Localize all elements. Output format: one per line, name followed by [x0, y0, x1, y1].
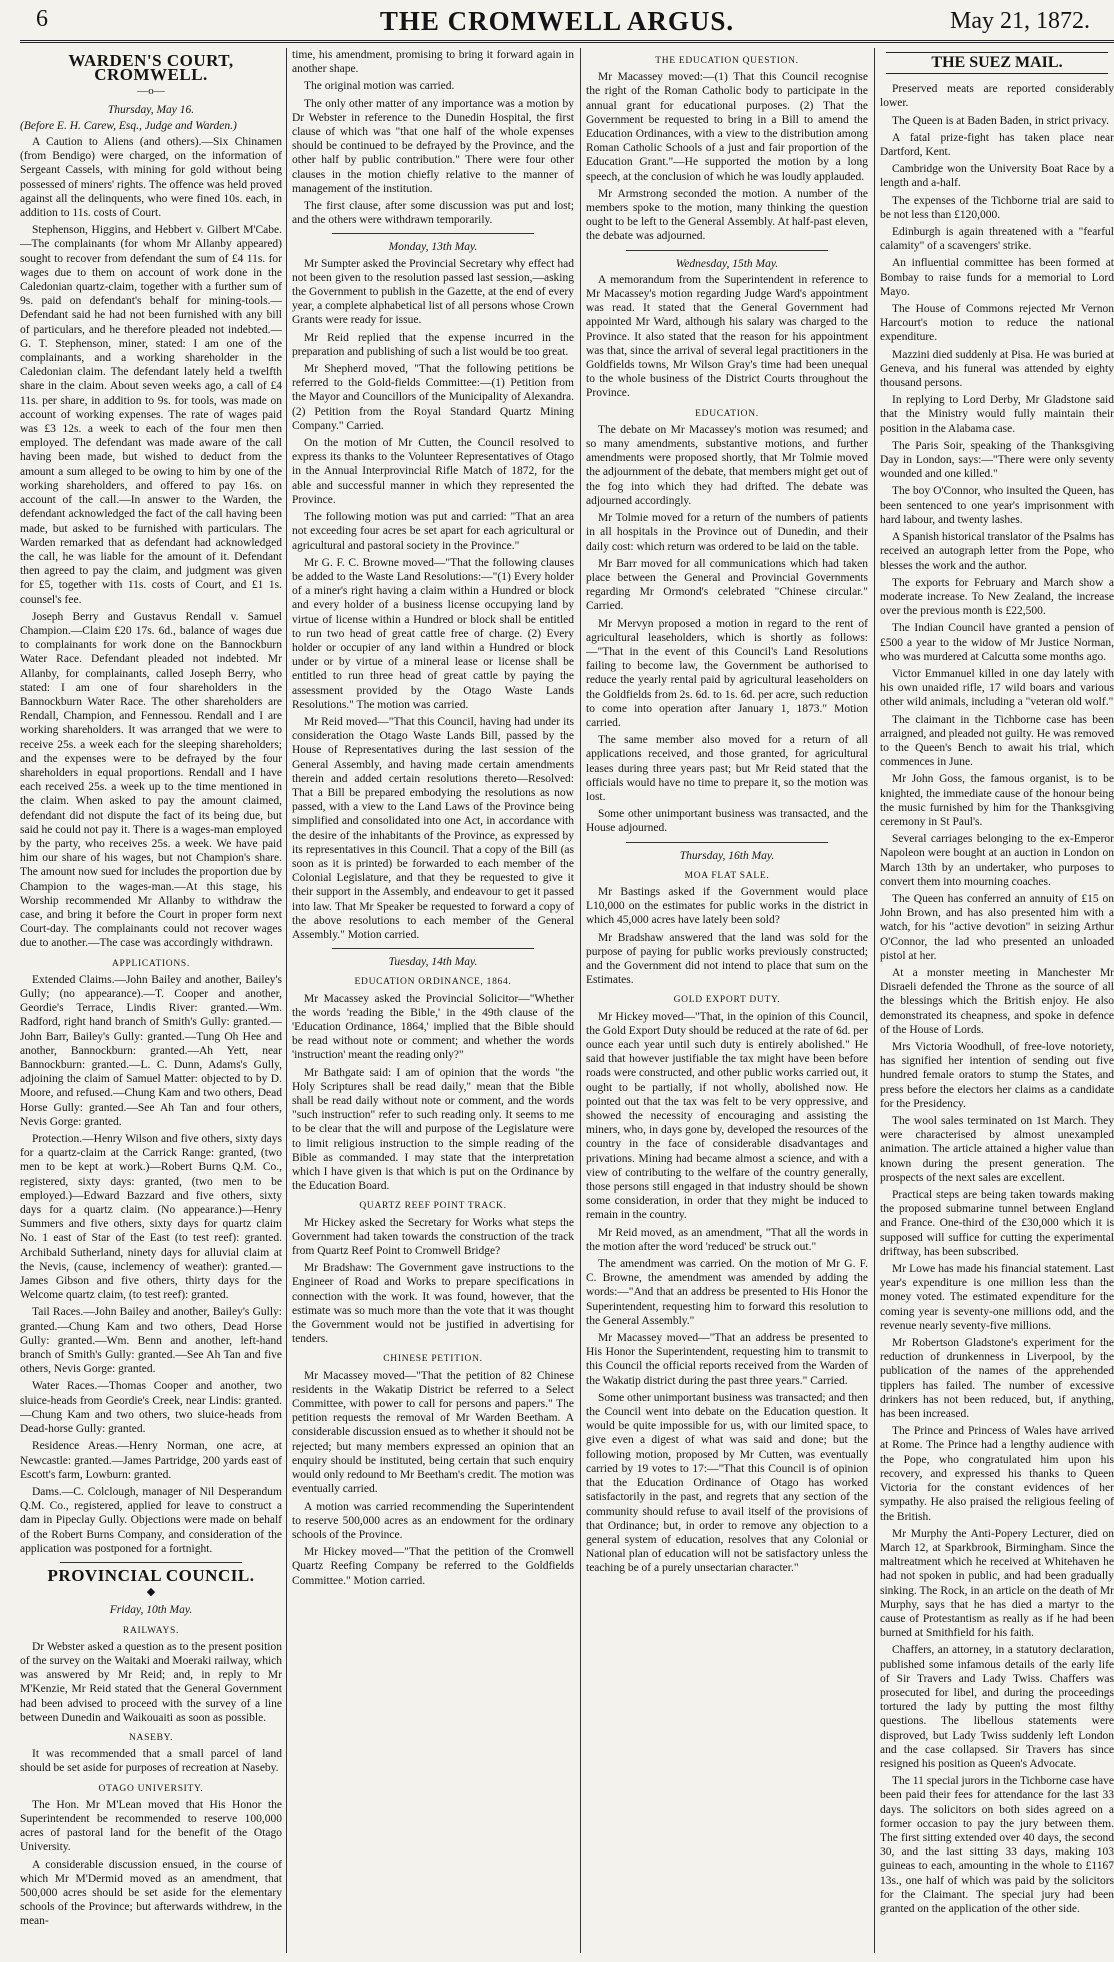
- paragraph: A considerable discussion ensued, in the course of which Mr M'Dermid moved as an amendment, that 500,000 acres should be set aside for the elementary schools of the Province; but afterwards withdrew, in the mean-: [20, 1858, 282, 1928]
- paragraph: A memorandum from the Superintendent in reference to Mr Macassey's motion regarding Judge Ward's appointment was read. It stated that the General Government had appointed Mr Ward, although his salary was charged to the Province. It also stated that the reason for his appointment was that, since the arrival of several legal practitioners in the Goldfields towns, Mr Wilson Gray's time had been unequal to the whole business of the District Courts throughout the Province.: [586, 273, 868, 400]
- section-heading: THE SUEZ MAIL.: [886, 52, 1108, 74]
- paragraph: Edinburgh is again threatened with a "fearful calamity" of a scavengers' strike.: [880, 226, 1114, 253]
- paragraph: The first clause, after some discussion was put and lost; and the others were withdrawn temporarily.: [292, 200, 574, 227]
- paragraph: Mr Bastings asked if the Government would place L10,000 on the estimates for public works in the district in which 45,000 acres have lately been sold?: [586, 885, 868, 927]
- subheading: GOLD EXPORT DUTY.: [673, 995, 781, 1006]
- paragraph: Mr Lowe has made his financial statement. Last year's expenditure is one million less than the money voted. The estimated expenditure for the coming year is seventy-one millions odd, and the revenue nearly seventy-five millions.: [880, 1263, 1114, 1332]
- paragraph: Several carriages belonging to the ex-Emperor Napoleon were bought at an auction in London on March 13th by an undertaker, who purposes to convert them into mourning coaches.: [880, 833, 1114, 888]
- paragraph: The 11 special jurors in the Tichborne case have been paid their fees for attendance for the last 33 days. The solicitors on both sides agreed on a former occasion to pay the jury between them. The first sitting extended over 40 days, the second 30, and the last sitting 33 days, making 103 guineas to each, amounting in the whole to £1167 13s., one half of which was paid by the solicitors for the Claimant. The special jury had been granted on the application of the other side.: [880, 1775, 1114, 1915]
- paragraph: The debate on Mr Macassey's motion was resumed; and so many amendments, substantive motions, and further amendments were proposed shortly, that Mr Tolmie moved the adjournment of the debate, that members might get out of the fog into which they had drifted. The debate was adjourned accordingly.: [586, 423, 868, 507]
- paragraph: Mrs Victoria Woodhull, of free-love notoriety, has signified her intention of sending out five hundred female orators to stump the States, and press before the electors her claims as a candidate for the Presidency.: [880, 1041, 1114, 1110]
- column-1: [20, 48, 282, 1953]
- dateline: Tuesday, 14th May.: [388, 956, 478, 969]
- subheading: THE EDUCATION QUESTION.: [655, 56, 799, 66]
- paragraph: Mr Barr moved for all communications which had taken place between the General and Provincial Governments regarding Mr Ormond's celebrated "Chinese circular." Carried.: [586, 557, 868, 613]
- subheading: NASEBY.: [128, 1732, 174, 1743]
- paragraph: Mr Hickey asked the Secretary for Works what steps the Government had taken towards the construction of the track from Quartz Reef Point to Cromwell Bridge?: [292, 1216, 574, 1258]
- paragraph: The claimant in the Tichborne case has been arraigned, and pleaded not guilty. He was removed to the Queen's Bench to await his trial, which commences in June.: [880, 713, 1114, 769]
- paragraph: The House of Commons rejected Mr Vernon Harcourt's motion to reduce the national expenditure.: [880, 303, 1114, 344]
- paragraph: At a monster meeting in Manchester Mr Disraeli defended the Throne as the source of all the blessings which the British enjoy. He also demonstrated its cheapness, and spoke in defence of the House of Lords.: [880, 966, 1114, 1036]
- column-2: [292, 48, 574, 1953]
- masthead: [0, 0, 1114, 40]
- paragraph: Mr Macassey moved—"That an address be presented to His Honor the Superintendent, requesting him to transmit to this Council the official reports received from the Warden of the Wakatip district during the past three years." Carried.: [586, 1332, 868, 1387]
- page-number: 6: [36, 6, 48, 32]
- paragraph: Some other unimportant business was transacted, and the House adjourned.: [586, 808, 868, 835]
- paragraph: Mr G. F. C. Browne moved—"That the following clauses be added to the Waste Land Resolutions:—"(1) Every holder of a miner's right having a claim within a Hundred or block and every holder of a business license occupying land by virtue of license within a Hundred or block shall be entitled to run two head of great cattle free of charge. (2) Every holder or occupier of any land within a Hundred or block under or by virtue of a mineral lease or license shall be entitled to run three head of great cattle by paying the assessment provided by the Otago Waste Lands Resolutions." The motion was carried.: [292, 556, 574, 711]
- paragraph: Mr Sumpter asked the Provincial Secretary why effect had not been given to the resolution passed last session,—asking the Government to publish in the Gazette, at the end of every year, a complete alphabetical list of all persons whose Crown Grants were ready for issue.: [292, 257, 574, 327]
- paragraph: The Indian Council have granted a pension of £500 a year to the widow of Mr Justice Norman, who was murdered at Calcutta some months ago.: [880, 622, 1114, 663]
- column-divider: [874, 48, 875, 1953]
- paragraph: Mr John Goss, the famous organist, is to be knighted, the immediate cause of the honour being the music furnished by him for the Thanksgiving ceremony in St Paul's.: [880, 773, 1114, 828]
- column-divider: [286, 48, 287, 1953]
- subheading: MOA FLAT SALE.: [684, 870, 770, 881]
- paragraph: Mr Reid moved, as an amendment, "That all the words in the motion after the word 'reduced' be struck out.": [586, 1226, 868, 1253]
- newspaper-title: THE CROMWELL ARGUS.: [379, 6, 735, 36]
- paragraph: In replying to Lord Derby, Mr Gladstone said that the Ministry would fully maintain their position in the Alabama case.: [880, 394, 1114, 435]
- paragraph: Mr Robertson Gladstone's experiment for the reduction of drunkenness in Liverpool, by the publication of the names of the apprehended tipplers has failed. The number of excessive drinkers has not been reduced, but, if anything, has been increased.: [880, 1337, 1114, 1421]
- paragraph: The same member also moved for a return of all applications received, and those granted, for agricultural leases during three years past; but Mr Reid stated that the officials would have no time to prepare it, so the motion was lost.: [586, 734, 868, 803]
- paragraph: Tail Races.—John Bailey and another, Bailey's Gully: granted.—Chung Kam and two others, Dead Horse Gully: granted.—Wm. Benn and another, left-hand branch of Smith's Gully: granted.—See Ah Tan and five others, Nevis Gorge: granted.: [20, 1306, 282, 1376]
- paragraph: Mr Macassey asked the Provincial Solicitor—"Whether the words 'reading the Bible,' in the 49th clause of the 'Education Ordinance, 1864,' implied that the Bible should be read without note or comment; and whether the words 'instruction' meant the reading only?": [292, 992, 574, 1062]
- paragraph: The Queen is at Baden Baden, in strict privacy.: [892, 114, 1110, 127]
- paragraph: An influential committee has been formed at Bombay to raise funds for a memorial to Lord Mayo.: [880, 257, 1114, 298]
- columns: [20, 48, 1114, 1953]
- byline: (Before E. H. Carew, Esq., Judge and Warden.): [20, 119, 237, 132]
- divider: [626, 842, 828, 843]
- subheading: CHINESE PETITION.: [383, 1354, 483, 1365]
- paragraph: A fatal prize-fight has taken place near Dartford, Kent.: [880, 131, 1114, 159]
- paragraph: A Caution to Aliens (and others).—Six Chinamen (from Bendigo) were charged, on the information of Sergeant Cassels, with mining for gold without being possessed of miners' rights. The offence was held proved against all the delinquents, who were fined 10s. each, in addition to 11s. costs of Court.: [20, 136, 282, 220]
- section-heading: WARDEN'S COURT, CROMWELL.: [68, 51, 234, 85]
- paragraph: Cambridge won the University Boat Race by a length and a-half.: [880, 163, 1114, 190]
- divider: [332, 948, 534, 949]
- paragraph: Mr Bradshaw: The Government gave instructions to the Engineer of Road and Works to prepare specifications in connection with the work. It was found, however, that the estimate was so much more than the vote that it was thought the Government would not be justified in advertising for tenders.: [292, 1262, 574, 1346]
- subheading: OTAGO UNIVERSITY.: [98, 1783, 204, 1794]
- ornament: —o—: [137, 85, 165, 98]
- paragraph: Mazzini died suddenly at Pisa. He was buried at Geneva, and his funeral was attended by eighty thousand persons.: [880, 348, 1114, 390]
- paragraph: Mr Mervyn proposed a motion in regard to the rent of agricultural leaseholders, which is shortly as follows:—"That in the event of this Council's Land Resolutions failing to become law, the Government be authorised to reduce the yearly rental paid by agricultural leaseholders on the Goldfields from 2s. 6d. to 1s. 6d. per acre, such reduction to come into operation after January 1, 1873." Motion carried.: [586, 617, 868, 729]
- paragraph: The Prince and Princess of Wales have arrived at Rome. The Prince had a lengthy audience with the Pope, who congratulated him upon his recovery, and expressed his thanks to Queen Victoria for the constant evidences of her sympathy. He also praised the religious feeling of the British.: [880, 1425, 1114, 1523]
- paragraph: The expenses of the Tichborne trial are said to be not less than £120,000.: [880, 194, 1114, 221]
- paragraph: Mr Shepherd moved, "That the following petitions be referred to the Gold-fields Committee:—(1) Petition from the Mayor and Councillors of the Municipality of Alexandra. (2) Petition from the Royal Standard Quartz Mining Company." Carried.: [292, 363, 574, 432]
- paragraph: Stephenson, Higgins, and Hebbert v. Gilbert M'Cabe.—The complainants (for whom Mr Allanby appeared) sought to recover from defendant the sum of £4 11s. for wages due to them on account of work done in the Caledonian quartz-claim, together with a further sum of 9s. paid on defendant's behalf for mining-tools.—Defendant said he had not been furnished with any bill of particulars, and he therefore pleaded not indebted.—G. T. Stephenson, miner, stated: I am one of the complainants, and a working shareholder in the Caledonian claim. The defendant lately held a twelfth share in the claim. About seven weeks ago, a call of £4 11s. per share, in addition to 9s. for tools, was made on account of working expenses. The rate of wages paid was £3 12s. a week to each of the four men then employed. The defendant was made aware of the call having been made, but wished to deduct from the amount a sum alleged to be owing to him by one of the working shareholders, and offered to pay 16s. on account of the call.—In answer to the Warden, the defendant acknowledged the fact of the call having been made, but asked to be furnished with particulars. The Warden remarked that as defendant had acknowledged the call, he was liable for the amount of it. Defendant then agreed to pay the claim, and judgment was given for £5, together with 11s. costs of Court, and £1 1s. counsel's fee.: [20, 224, 282, 606]
- paragraph: A Spanish historical translator of the Psalms has received an autograph letter from the Pope, who blesses the work and the author.: [880, 531, 1114, 572]
- paragraph: The Queen has conferred an annuity of £15 on John Brown, and has also presented him with a watch, for his "active devotion" in seizing Arthur O'Connor, the lad who presented an unloaded pistol at her.: [880, 892, 1114, 962]
- paragraph: Victor Emmanuel killed in one day lately with his own unaided rifle, 17 wild boars and various other wild animals, including a "veteran old wolf.": [880, 667, 1114, 709]
- paragraph: Protection.—Henry Wilson and five others, sixty days for a quartz-claim at the Carrick Range: granted, (two men to be kept at work.)—Robert Burns Q.M. Co., registered, sixty days: granted, (two men to be employed.)—Edward Bazzard and five others, sixty days for a quartz claim. (No appearance.)—Henry Summers and five others, sixty days for quartz claim No. 1 east of Star of the East (to test reef): granted. Archibald Sutherland, ninety days for alluvial claim at the Nevis, (cause, inclemency of weather): granted.—James Gibson and five others, thirty days for the Welcome quartz claim, (to test reef): granted.: [20, 1133, 282, 1302]
- paragraph: Dams.—C. Colclough, manager of Nil Desperandum Q.M. Co., registered, applied for leave to construct a dam in Pipeclay Gully. Objections were made on behalf of the Robert Burns Company, and consideration of the application was postponed for a fortnight.: [20, 1485, 282, 1555]
- paragraph: It was recommended that a small parcel of land should be set aside for purposes of recreation at Naseby.: [20, 1748, 282, 1775]
- paragraph: A motion was carried recommending the Superintendent to reserve 500,000 acres as an endowment for the ordinary schools of the Province.: [292, 1500, 574, 1541]
- issue-date: May 21, 1872.: [950, 8, 1090, 34]
- paragraph: Mr Macassey moved:—(1) That this Council recognise the right of the Roman Catholic body to participate in the annual grant for educational purposes. (2) That the Government be requested to bring in a Bill to amend the Education Ordinances, with a view to the distribution among Roman Catholic Schools of a just and fair proportion of the Education Grant."—He supported the motion by a long speech, at the conclusion of which he was loudly applauded.: [586, 71, 868, 183]
- divider: [60, 1562, 242, 1563]
- subheading: QUARTZ REEF POINT TRACK.: [359, 1201, 507, 1212]
- paragraph: Mr Hickey moved—"That the petition of the Cromwell Quartz Reefing Company be referred to the Goldfields Committee." Motion carried.: [292, 1546, 574, 1587]
- paragraph: Chaffers, an attorney, in a statutory declaration, published some infamous details of the early life of Sir Travers and Lady Twiss. Chaffers was prosecuted for libel, and during the proceedings tortured the lady by putting the most filthy questions. The libellous statements were disproved, but Lady Twiss suddenly left London and the case collapsed. Sir Travers has since resigned his position as Queen's Advocate.: [880, 1644, 1114, 1770]
- divider: [626, 250, 828, 251]
- paragraph: On the motion of Mr Cutten, the Council resolved to express its thanks to the Volunteer Representatives of Otago in the Annual Interprovincial Rifle Match of 1872, for the able and successful manner in which they represented the Province.: [292, 437, 574, 506]
- paragraph: Mr Armstrong seconded the motion. A number of the members spoke to the motion, many thinking the question ought to be left to the General Assembly. At half-past eleven, the debate was adjourned.: [586, 187, 868, 243]
- subheading: APPLICATIONS.: [112, 958, 190, 969]
- paragraph: The following motion was put and carried: "That an area not exceeding four acres be set apart for each agricultural or agricultural and pastoral society in the Province.": [292, 511, 574, 552]
- column-3: [586, 48, 868, 1953]
- masthead-rule: [20, 40, 1114, 43]
- paragraph: Mr Reid moved—"That this Council, having had under its consideration the Otago Waste Lands Bill, passed by the House of Representatives during the last session of the General Assembly, and having made certain amendments therein and added certain resolutions thereto—Resolved: That a Bill be prepared embodying the resolutions as now passed, with a view to the Land Laws of the Province being simplified and consolidated into one Act, in accordance with the desire of the inhabitants of the Province, as expressed by its representatives in this Council. That a copy of the Bill (as soon as it is printed) be forwarded to each member of the Colonial Legislature, and that they be requested to give it their support in the Assembly, and endeavour to get it passed into law. That Mr Speaker be requested to forward a copy of the above resolutions to each member of the General Assembly." Motion carried.: [292, 715, 574, 941]
- paragraph: Extended Claims.—John Bailey and another, Bailey's Gully; (no appearance).—T. Cooper and another, Geordie's Terrace, Lindis River: granted.—Wm. Radford, right hand branch of Smith's Gully: granted.—John Barr, Bailey's Gully: granted.—Tung Oh Hee and another, Bannockburn: granted.—Ah Yett, near Bannockburn: granted.—L. C. Dunn, Adams's Gully, adjoining the claim of Samuel Matter: objected to by D. Moore, and refused.—Chung Kam and two others, Dead Horse Gully: granted.—See Ah Tan and four others, Nevis Gorge: granted.: [20, 973, 282, 1128]
- paragraph: The original motion was carried.: [304, 80, 455, 93]
- dateline: Wednesday, 15th May.: [675, 257, 779, 270]
- paragraph: The boy O'Connor, who insulted the Queen, has been sentenced to one year's imprisonment with hard labour, and twenty lashes.: [880, 485, 1114, 526]
- dateline: Thursday, May 16.: [107, 103, 195, 116]
- subheading: EDUCATION.: [695, 408, 759, 419]
- ornament: ◆: [146, 1586, 156, 1599]
- subheading: RAILWAYS.: [122, 1625, 180, 1636]
- paragraph: The exports for February and March show a moderate increase. To New Zealand, the increase over the previous month is £22,500.: [880, 576, 1114, 618]
- dateline: Thursday, 16th May.: [679, 849, 775, 862]
- section-heading: PROVINCIAL COUNCIL.: [47, 1565, 255, 1585]
- column-divider: [580, 48, 581, 1953]
- paragraph: Dr Webster asked a question as to the present position of the survey on the Waitaki and Moeraki railway, which was answered by Mr Reid; and, in reply to Mr M'Kenzie, Mr Reid stated that the General Government had been advised to proceed with the survey of a line between Dunedin and Waikouaiti as soon as possible.: [20, 1640, 282, 1724]
- paragraph: Water Races.—Thomas Cooper and another, two sluice-heads from Geordie's Creek, near Lindis: granted.—Chung Kam and two others, two sluice-heads from Dead-horse Gully: granted.: [20, 1380, 282, 1436]
- paragraph: Mr Macassey moved—"That the petition of 82 Chinese residents in the Wakatip District be referred to a Select Committee, with power to call for persons and papers." The petition requests the removal of Mr Warden Beetham. A considerable discussion ensued as to whether it should not be rejected; but many members expressed an opinion that an enquiry should be instituted, being certain that such enquiry would only redound to Mr Beetham's credit. The motion was eventually carried.: [292, 1369, 574, 1496]
- paragraph: The wool sales terminated on 1st March. They were characterised by almost unexampled animation. The article attained a higher value than known during the present generation. The prospects of the next sales are excellent.: [880, 1115, 1114, 1184]
- paragraph: The only other matter of any importance was a motion by Dr Webster in reference to the Dunedin Hospital, the first clause of which was "that one half of the whole expenses should be continued to be defrayed by the Province, and the other half by public contribution." There were four other clauses in the motion chiefly relative to the manner of management of the institution.: [292, 97, 574, 195]
- paragraph: Joseph Berry and Gustavus Rendall v. Samuel Champion.—Claim £20 17s. 6d., balance of wages due to complainants for work done on the Bannockburn Water Race. Defendant pleaded not indebted. Mr Allanby, for complainants, called Joseph Berry, who stated: I am one of four shareholders in the Bannockburn Water Race. The other shareholders are Rendall, Champion, and Fennessou. Rendall and I are working shareholders. It was arranged that we were to receive 25s. a week each for the sleeping shareholders; and the expenses were to be defrayed by the four shareholders in equal proportions. Rendall and I have each received 25s. a week up to the time mentioned in the claim. When asked to pay the amount claimed, defendant did not dispute the fact of its being due, but said he could not pay it. There is a wages-man employed by the party, who receives 25s. a week. We have paid him our share of his wages, but not Champion's share. The amount now sued for includes the proportion due by Champion to the wages-man.—At this stage, his Worship recommended Mr Allanby to withdraw the case, and bring it before the Court in proper form next Court-day. The complainants could not recover wages due to another.—The case was accordingly withdrawn.: [20, 610, 282, 950]
- paragraph: Some other unimportant business was transacted; and then the Council went into debate on the Education question. It would be quite impossible for us, with our limited space, to give even a digest of what was said and done; but the following motion, proposed by Mr Cutten, was eventually carried by 19 votes to 17:—"That this Council is of opinion that the Education Ordinance of Otago has worked satisfactorily in the past, and regrets that any section of the community should refuse to avail itself of the provisions of that Ordinance; but, in order to remove any objection to a general system of education, resolves that any Colonial or National plan of education will not be satisfactory unless the teaching be of a purely unsectarian character.": [586, 1391, 868, 1575]
- paragraph: Mr Tolmie moved for a return of the numbers of patients in all hospitals in the Province out of Dunedin, and their daily cost: which return was ordered to be laid on the table.: [586, 512, 868, 553]
- paragraph: Mr Reid replied that the expense incurred in the preparation and publishing of such a list would be too great.: [292, 331, 574, 358]
- paragraph: Residence Areas.—Henry Norman, one acre, at Newcastle: granted.—James Partridge, 200 yards east of Escott's farm, Lowburn: granted.: [20, 1440, 282, 1481]
- paragraph: Mr Murphy the Anti-Popery Lecturer, died on March 12, at Sparkbrook, Birmingham. Since the maltreatment which he received at Whitehaven he had not spoken in public, and had been gradually sinking. The Rock, in an article on the death of Mr Murphy, says that he has died a martyr to the cause of Protestantism as really as if he had been burned at Smithfield for his faith.: [880, 1527, 1114, 1640]
- column-4: [880, 48, 1114, 1953]
- paragraph: Mr Hickey moved—"That, in the opinion of this Council, the Gold Export Duty should be reduced at the rate of 6d. per ounce each year until such duty is entirely abolished." He said that however justifiable the tax might have been before roads were constructed, and other public works carried out, it ought to be partially, if not wholly, abolished now. He pointed out that the tax was felt to be very oppressive, and showed the necessity of encouraging and assisting the miners, who, in days gone by, developed the resources of the country in the face of considerable disadvantages and privations. Mining had became almost a science, and with a view of contributing to the welfare of the country generally, those persons still engaged in that industry should be shown some consideration, in order that they might be induced to remain in the country.: [586, 1010, 868, 1222]
- dateline: Friday, 10th May.: [109, 1604, 193, 1617]
- paragraph: time, his amendment, promising to bring it forward again in another shape.: [292, 49, 574, 76]
- paragraph: The Paris Soir, speaking of the Thanksgiving Day in London, says:—"There were only seventy wounded and one killed.": [880, 439, 1114, 481]
- dateline: Monday, 13th May.: [388, 241, 478, 254]
- paragraph: Mr Bathgate said: I am of opinion that the words "the Holy Scriptures shall be read daily," mean that the Bible shall be read daily without note or comment, and the words "such instruction" refer to such reading only. It seems to me to be clear that the will and purpose of the Legislature were to limit religious instruction to the simple reading of the Bible as commanded. I may state that the interpretation which I have given is that which is put on the Ordinance by the Education Board.: [292, 1066, 574, 1193]
- paragraph: The Hon. Mr M'Lean moved that His Honor the Superintendent be recommended to reserve 100,000 acres of pastoral land for the benefit of the Otago University.: [20, 1798, 282, 1854]
- paragraph: Preserved meats are reported considerably lower.: [880, 83, 1114, 110]
- paragraph: Practical steps are being taken towards making the proposed submarine tunnel between England and France. One-third of the £30,000 which it is supposed will suffice for cutting the experimental driftway, has been subscribed.: [880, 1189, 1114, 1258]
- paragraph: Mr Bradshaw answered that the land was sold for the purpose of paying for public works previously constructed; and the Government did not intend to place that sum on the Estimates.: [586, 931, 868, 987]
- divider: [332, 233, 534, 234]
- subheading: EDUCATION ORDINANCE, 1864.: [354, 977, 512, 988]
- paragraph: The amendment was carried. On the motion of Mr G. F. C. Browne, the amendment was amended by adding the words:—"And that an address be presented to His Honor the Superintendent, requesting him to forward this resolution to the General Assembly.": [586, 1258, 868, 1327]
